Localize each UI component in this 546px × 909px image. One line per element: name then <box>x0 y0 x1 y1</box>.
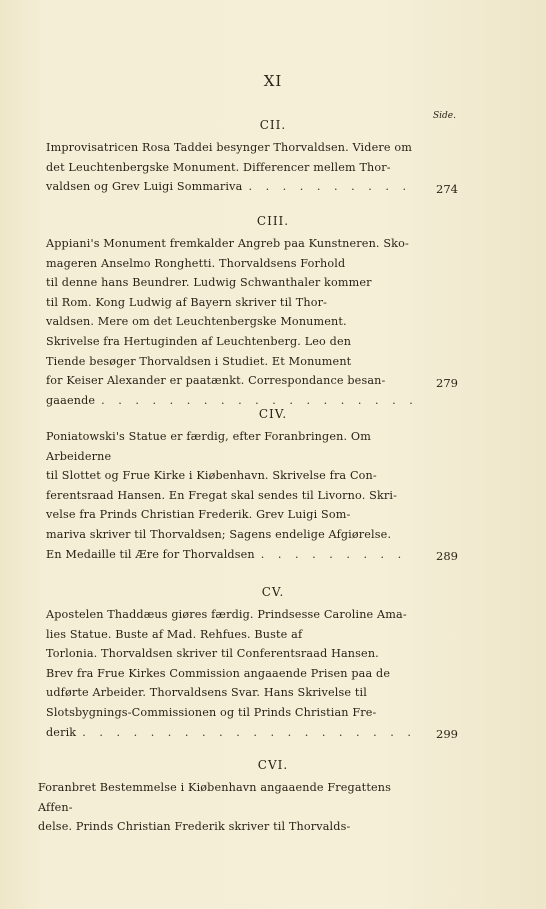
entry-line: det Leuchtenbergske Monument. Differencer mellem Thor- <box>46 160 391 174</box>
entry-line: velse fra Prinds Christian Frederik. Grev Luigi Som- <box>46 508 351 522</box>
side-label: Side. <box>433 111 456 121</box>
entry-line: Slotsbygnings-Commissionen og til Prinds Christian Fre- <box>46 705 377 719</box>
toc-section-cvi <box>0 758 546 837</box>
entry-line: Brev fra Frue Kirkes Commission angaaende Prisen paa de <box>46 666 391 680</box>
entry-line: til Rom. Kong Ludwig af Bayern skriver til Thor- <box>46 295 328 309</box>
entry-line: mageren Anselmo Ronghetti. Thorvaldsens Forhold <box>46 256 346 270</box>
entry-line: valdsen. Mere om det Leuchtenbergske Monument. <box>46 315 347 329</box>
leader-dots <box>261 545 415 565</box>
entry-line: til Slottet og Frue Kirke i Kiøbenhavn. Skrivelse fra Con- <box>46 469 377 483</box>
section-heading: CIII. <box>256 214 290 228</box>
toc-section-cv <box>0 585 546 742</box>
section-body <box>38 778 421 837</box>
entry-line: Apostelen Thaddæus giøres færdig. Prindsesse Caroline Ama- <box>46 608 407 621</box>
toc-section-cii <box>0 118 546 197</box>
leader-dots <box>82 723 415 743</box>
entry-line: Foranbret Bestemmelse i Kiøbenhavn angaaende Fregattens Affen- <box>38 781 391 814</box>
section-body <box>46 427 421 564</box>
leader-dots <box>248 177 415 197</box>
page-reference: 274 <box>436 182 458 196</box>
entry-line: ferentsraad Hansen. En Fregat skal sendes til Livorno. Skri- <box>46 488 398 502</box>
entry-line: gaaende <box>46 393 96 407</box>
section-body <box>46 234 421 410</box>
toc-section-civ <box>0 407 546 564</box>
entry-line: derik <box>46 725 77 739</box>
entry-line: Skrivelse fra Hertuginden af Leuchtenberg. Leo den <box>46 334 352 348</box>
entry-line: Poniatowski's Statue er færdig, efter Foranbringen. Om Arbeiderne <box>46 430 371 463</box>
section-heading: CVI. <box>257 758 289 772</box>
section-body <box>46 605 421 742</box>
section-heading: CII. <box>259 118 287 132</box>
toc-section-ciii <box>0 214 546 410</box>
entry-line: til denne hans Beundrer. Ludwig Schwanthaler kommer <box>46 276 372 290</box>
entry-line: En Medaille til Ære for Thorvaldsen <box>46 547 255 561</box>
entry-line: delse. Prinds Christian Frederik skriver til Thorvalds- <box>38 820 351 834</box>
entry-line: for Keiser Alexander er paatænkt. Correspondance besan- <box>46 374 386 388</box>
page-reference: 279 <box>436 376 458 390</box>
entry-last-line <box>46 545 421 565</box>
section-heading: CIV. <box>258 407 288 421</box>
entry-line: Improvisatricen Rosa Taddei besynger Thorvaldsen. Videre om <box>46 141 412 154</box>
entry-line: lies Statue. Buste af Mad. Rehfues. Buste af <box>46 627 303 641</box>
entry-line: Appiani's Monument fremkalder Angreb paa Kunstneren. Sko- <box>46 237 409 250</box>
section-heading: CV. <box>261 585 285 599</box>
entry-line: Torlonia. Thorvaldsen skriver til Conferentsraad Hansen. <box>46 647 379 661</box>
entry-line: Tiende besøger Thorvaldsen i Studiet. Et Monument <box>46 354 352 368</box>
entry-line: mariva skriver til Thorvaldsen; Sagens endelige Afgiørelse. <box>46 527 392 541</box>
entry-last-line <box>46 177 421 197</box>
page-reference: 299 <box>436 727 458 741</box>
page-reference: 289 <box>436 549 458 563</box>
entry-line: udførte Arbeider. Thorvaldsens Svar. Hans Skrivelse til <box>46 686 367 700</box>
entry-line: valdsen og Grev Luigi Sommariva <box>46 180 243 194</box>
page-number: XI <box>263 72 283 90</box>
section-body <box>46 138 421 197</box>
entry-last-line <box>46 723 421 743</box>
